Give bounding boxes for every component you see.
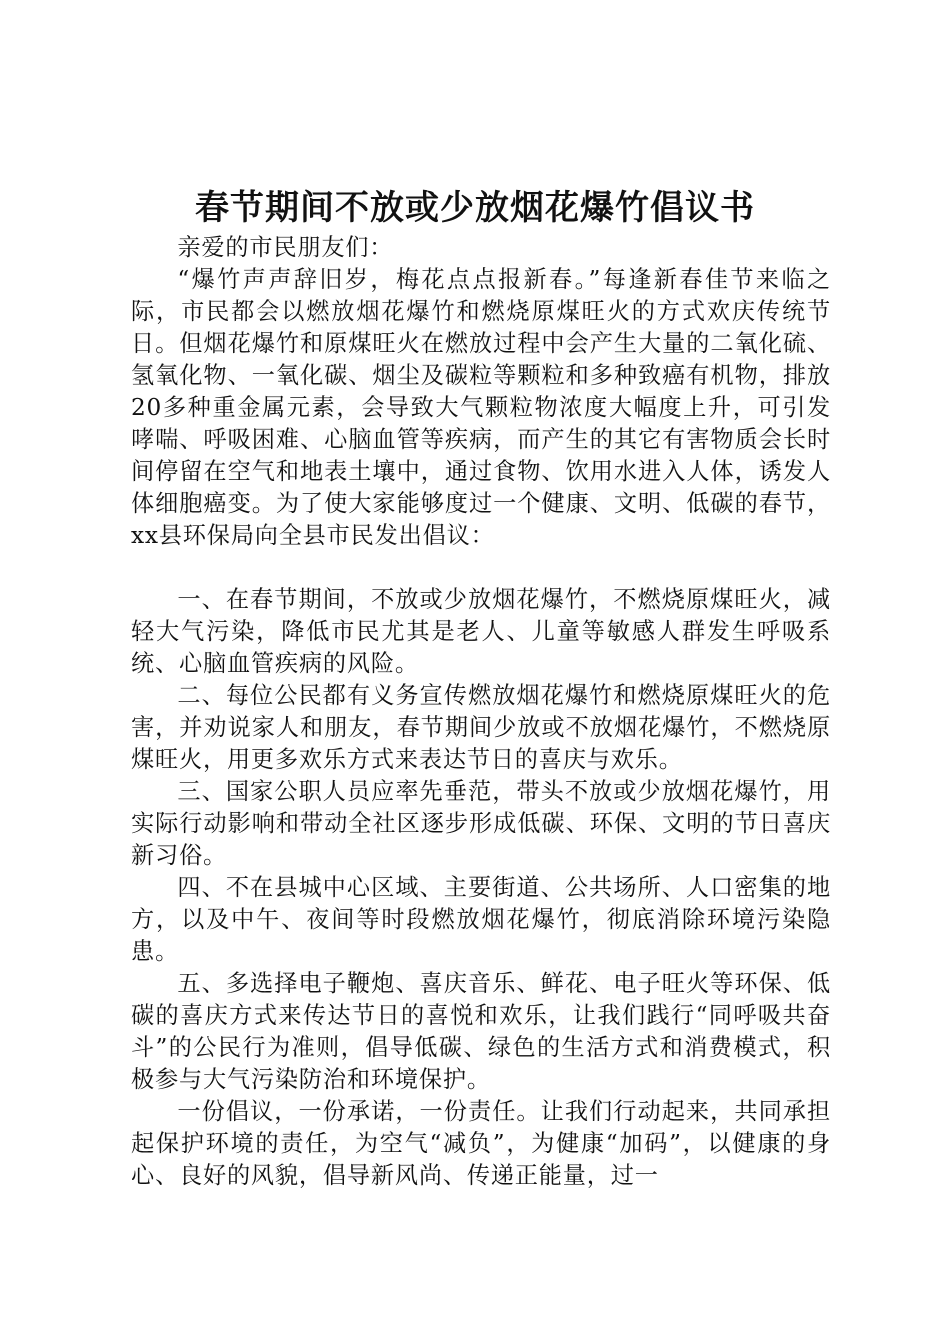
paragraph-intro: “爆竹声声辞旧岁，梅花点点报新春。”每逢新春佳节来临之际，市民都会以燃放烟花爆竹和燃烧原煤旺火的方式欢庆传统节日。但烟花爆竹和原煤旺火在燃放过程中会产生大量的二氧化硫、氢氧化物、一氧化碳、烟尘及碳粒等颗粒和多种致癌有机物，排放20多种重金属元素，会导致大气颗粒物浓度大幅度上升，可引发哮喘、呼吸困难、心脑血管等疾病，而产生的其它有害物质会长时间停留在空气和地表土壤中，通过食物、饮用水进入人体，诱发人体细胞癌变。为了使大家能够度过一个健康、文明、低碳的春节，xx县环保局向全县市民发出倡议： [131,266,831,549]
paragraph-proposal-4: 四、不在县城中心区域、主要街道、公共场所、人口密集的地方，以及中午、夜间等时段燃放烟花爆竹，彻底消除环境污染隐患。 [131,874,831,965]
paragraph-proposal-2: 二、每位公民都有义务宣传燃放烟花爆竹和燃烧原煤旺火的危害，并劝说家人和朋友，春节期间少放或不放烟花爆竹，不燃烧原煤旺火，用更多欢乐方式来表达节日的喜庆与欢乐。 [131,682,831,773]
document-title: 春节期间不放或少放烟花爆竹倡议书 [195,188,755,228]
paragraph-proposal-1: 一、在春节期间，不放或少放烟花爆竹，不燃烧原煤旺火，减轻大气污染，降低市民尤其是老人、儿童等敏感人群发生呼吸系统、心脑血管疾病的风险。 [131,586,831,677]
paragraph-proposal-3: 三、国家公职人员应率先垂范，带头不放或少放烟花爆竹，用实际行动影响和带动全社区逐步形成低碳、环保、文明的节日喜庆新习俗。 [131,778,831,869]
document-body [131,232,831,1192]
paragraph-spacer [131,552,831,584]
salutation: 亲爱的市民朋友们： [177,234,394,261]
paragraph-closing: 一份倡议，一份承诺，一份责任。让我们行动起来，共同承担起保护环境的责任，为空气“减负”，为健康“加码”，以健康的身心、良好的风貌，倡导新风尚、传递正能量，过一 [131,1098,831,1189]
paragraph-proposal-5: 五、多选择电子鞭炮、喜庆音乐、鲜花、电子旺火等环保、低碳的喜庆方式来传达节日的喜悦和欢乐，让我们践行“同呼吸共奋斗”的公民行为准则，倡导低碳、绿色的生活方式和消费模式，积极参与大气污染防治和环境保护。 [131,970,831,1093]
